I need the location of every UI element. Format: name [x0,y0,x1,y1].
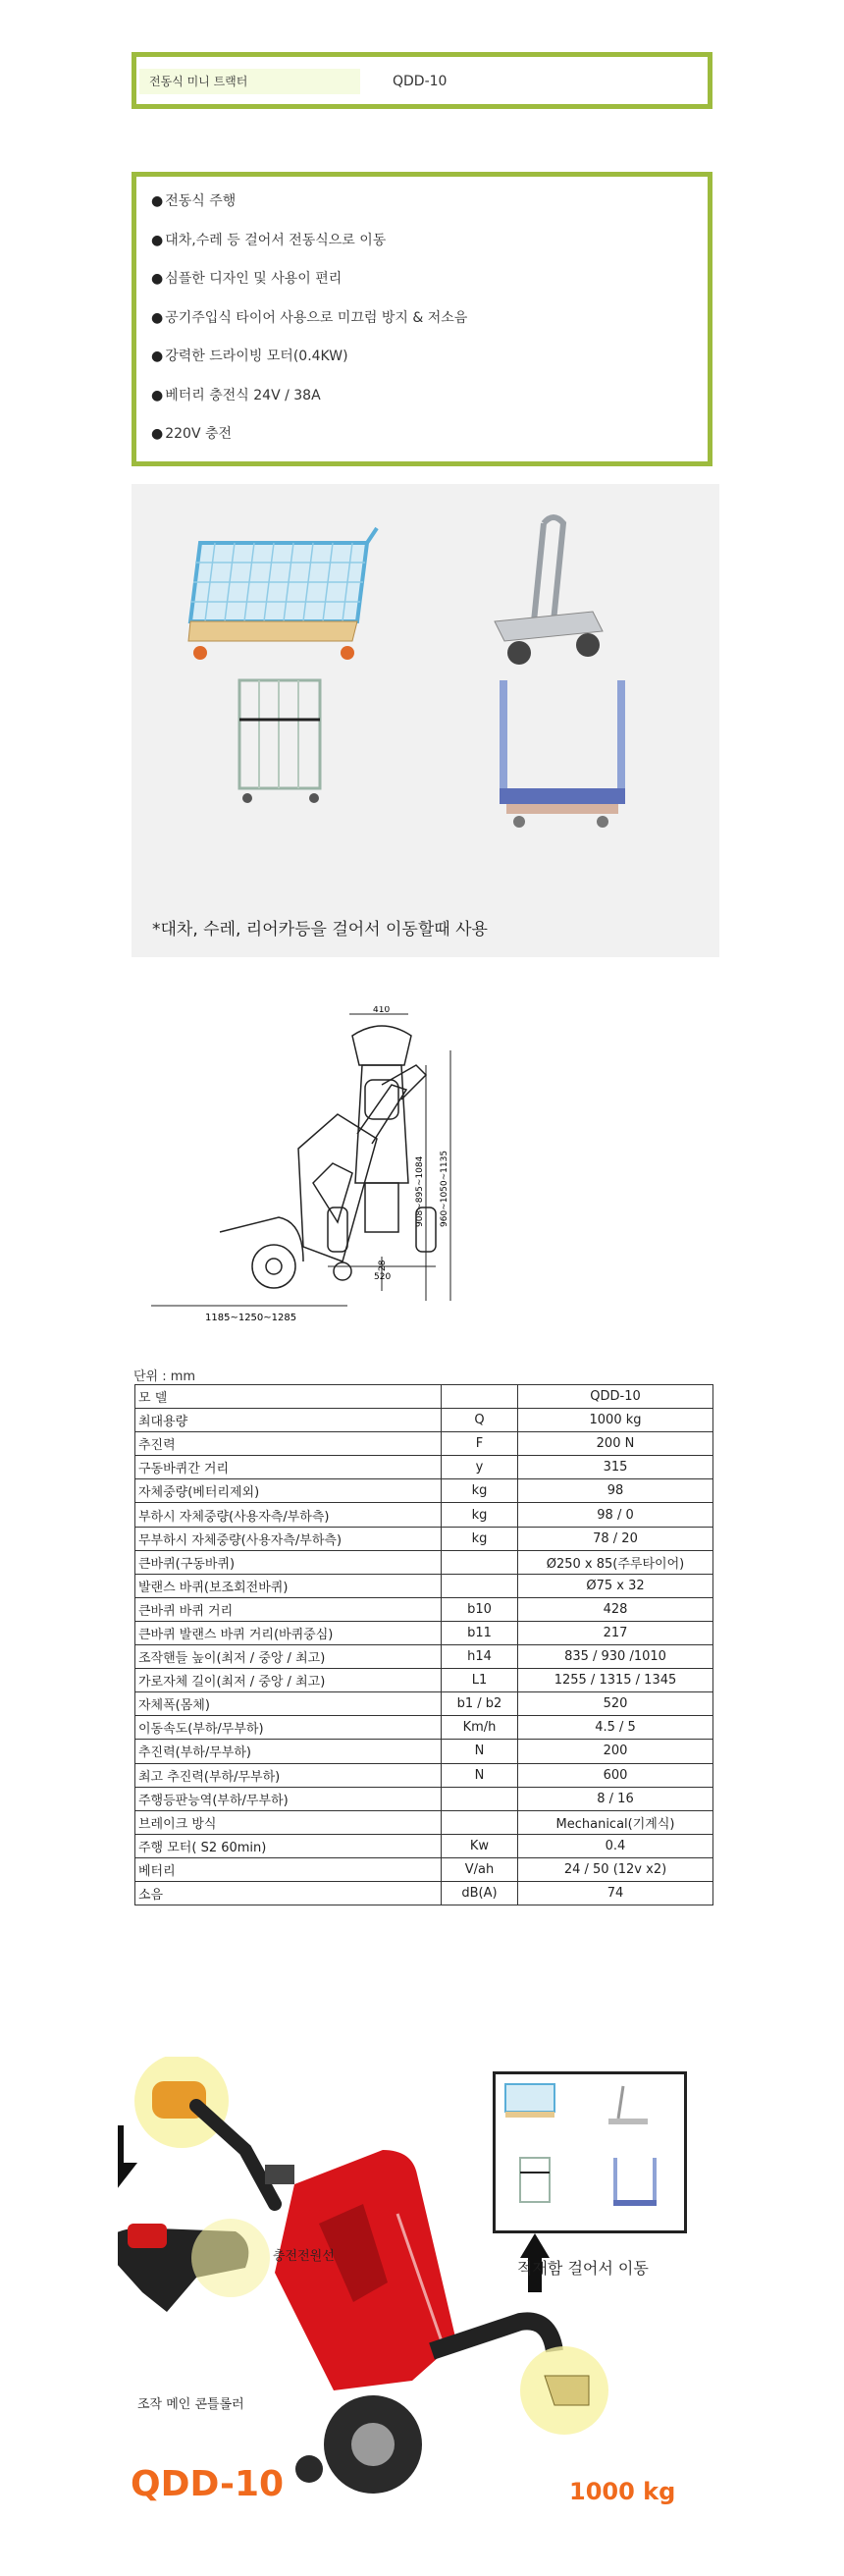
dim-length: 1185~1250~1285 [205,1313,297,1323]
spec-label: 최대용량 [135,1409,442,1432]
cart-insert-box [493,2071,687,2233]
spec-value: 428 [518,1597,713,1621]
spec-symbol: L1 [442,1669,518,1692]
spec-symbol: F [442,1432,518,1456]
spec-label: 무부하시 자체중량(사용자측/부하측) [135,1527,442,1550]
dim-width-top: 410 [373,1006,391,1015]
spec-label: 주행등판능역(부하/무부하) [135,1787,442,1810]
spec-label: 추진력 [135,1432,442,1456]
spec-symbol [442,1574,518,1597]
feature-item: ● 공기주입식 타이어 사용으로 미끄럼 방지 & 저소음 [151,303,467,343]
spec-row [135,1432,713,1456]
long-cart-illustration [500,680,625,828]
spec-value: 78 / 20 [518,1527,713,1550]
spec-value: 520 [518,1692,713,1716]
spec-symbol: h14 [442,1645,518,1669]
spec-row [135,1857,713,1881]
spec-row [135,1597,713,1621]
balance-wheel [295,2455,323,2483]
spec-label: 소음 [135,1881,442,1905]
spec-symbol: b10 [442,1597,518,1621]
spec-row [135,1669,713,1692]
feature-item: ● 베터리 충전식 24V / 38A [151,381,467,420]
spec-symbol: Q [442,1409,518,1432]
dim-height-2: 960~1050~1135 [440,1150,449,1227]
spec-symbol [442,1787,518,1810]
spec-row [135,1479,713,1503]
spec-symbol: dB(A) [442,1881,518,1905]
spec-value: 217 [518,1621,713,1644]
spec-row [135,1621,713,1644]
unit-label: 단위 : mm [133,1369,196,1384]
spec-value: 98 / 0 [518,1503,713,1527]
spec-label: 브레이크 방식 [135,1810,442,1834]
spec-value: 8 / 16 [518,1787,713,1810]
spec-value: 600 [518,1763,713,1787]
spec-row [135,1834,713,1857]
spec-label: 베터리 [135,1857,442,1881]
spec-value: QDD-10 [518,1385,713,1409]
spec-value: 24 / 50 (12v x2) [518,1857,713,1881]
feature-item: ● 대차,수레 등 걸어서 전동식으로 이동 [151,226,467,265]
spec-label: 부하시 자체중량(사용자측/부하측) [135,1503,442,1527]
spec-row [135,1574,713,1597]
spec-symbol [442,1550,518,1574]
cart-illustrations [132,484,719,957]
cart-thumbnails [496,2074,684,2230]
spec-label: 발랜스 바퀴(보조회전바퀴) [135,1574,442,1597]
spec-symbol: Kw [442,1834,518,1857]
dim-height-1: 908~895~1084 [415,1155,425,1227]
spec-value: 1255 / 1315 / 1345 [518,1669,713,1692]
spec-value: Ø75 x 32 [518,1574,713,1597]
spec-label: 주행 모터( S2 60min) [135,1834,442,1857]
up-arrow-head [520,2233,550,2258]
spec-symbol [442,1385,518,1409]
spec-value: 0.4 [518,1834,713,1857]
spec-value: 315 [518,1456,713,1479]
spec-value: 835 / 930 /1010 [518,1645,713,1669]
spec-value: 200 [518,1740,713,1763]
down-arrow-head [118,2163,137,2189]
spec-value: 74 [518,1881,713,1905]
spec-table [134,1384,713,1905]
spec-symbol: kg [442,1479,518,1503]
capacity-badge: 1000 kg [569,2478,676,2505]
hand-truck-illustration [495,517,603,665]
feature-item: ● 220V 충전 [151,419,467,458]
feature-item: ● 강력한 드라이빙 모터(0.4KW) [151,342,467,381]
spec-label: 큰바퀴 바퀴 거리 [135,1597,442,1621]
down-arrow-shaft [118,2125,124,2165]
spec-value: 1000 kg [518,1409,713,1432]
controller-label: 조작 메인 콘틀롤러 [137,2397,244,2412]
spec-row [135,1456,713,1479]
spec-label: 모 델 [135,1385,442,1409]
spec-symbol: Km/h [442,1716,518,1740]
spec-row [135,1503,713,1527]
spec-label: 큰바퀴(구동바퀴) [135,1550,442,1574]
dim-width-bottom: 520 [374,1272,392,1282]
spec-value: Mechanical(기계식) [518,1810,713,1834]
model-name: QDD-10 [393,74,448,89]
spec-row [135,1787,713,1810]
dim-small: 28 [378,1260,388,1271]
charge-cable-label: 충전전원선 [273,2249,335,2264]
drive-wheel [324,2395,422,2494]
spec-symbol: y [442,1456,518,1479]
feature-item: ● 심플한 디자인 및 사용이 편리 [151,264,467,303]
spec-symbol [442,1810,518,1834]
spec-label: 구동바퀴간 거리 [135,1456,442,1479]
side-view-drawing [151,1050,450,1306]
feature-list [151,187,467,458]
spec-symbol: V/ah [442,1857,518,1881]
spec-label: 자체폭(몸체) [135,1692,442,1716]
spec-value: Ø250 x 85(주루타이어) [518,1550,713,1574]
spec-label: 자체중량(베터리제외) [135,1479,442,1503]
spec-symbol: N [442,1763,518,1787]
front-view-drawing [328,1014,436,1266]
tractor-body [265,2150,456,2390]
feature-item: ● 전동식 주행 [151,187,467,226]
dimension-drawing [132,1006,720,1360]
tow-label: 적재함 걸어서 이동 [517,2259,649,2278]
spec-row [135,1645,713,1669]
spec-row [135,1409,713,1432]
usage-caption: *대차, 수레, 리어카등을 걸어서 이동할때 사용 [152,920,488,939]
spec-row [135,1763,713,1787]
spec-row [135,1550,713,1574]
spec-symbol: b11 [442,1621,518,1644]
spec-row [135,1810,713,1834]
mesh-cart-illustration [188,528,377,660]
spec-row [135,1740,713,1763]
spec-label: 큰바퀴 발랜스 바퀴 거리(바퀴중심) [135,1621,442,1644]
technical-drawing [132,1006,720,1360]
spec-label: 이동속도(부하/무부하) [135,1716,442,1740]
spec-row [135,1385,713,1409]
spec-row [135,1692,713,1716]
usage-illustration-panel [132,484,719,957]
spec-row [135,1881,713,1905]
spec-row [135,1527,713,1550]
spec-value: 200 N [518,1432,713,1456]
spec-label: 조작핸들 높이(최저 / 중앙 / 최고) [135,1645,442,1669]
spec-symbol: kg [442,1527,518,1550]
spec-label: 가로자체 길이(최저 / 중앙 / 최고) [135,1669,442,1692]
roll-cage-illustration [239,680,320,803]
spec-label: 추진력(부하/무부하) [135,1740,442,1763]
product-category-label: 전동식 미니 트랙터 [139,69,360,94]
model-badge: QDD-10 [131,2464,285,2504]
spec-symbol: N [442,1740,518,1763]
spec-symbol: kg [442,1503,518,1527]
spec-symbol: b1 / b2 [442,1692,518,1716]
spec-row [135,1716,713,1740]
spec-value: 4.5 / 5 [518,1716,713,1740]
spec-value: 98 [518,1479,713,1503]
spec-label: 최고 추진력(부하/무부하) [135,1763,442,1787]
